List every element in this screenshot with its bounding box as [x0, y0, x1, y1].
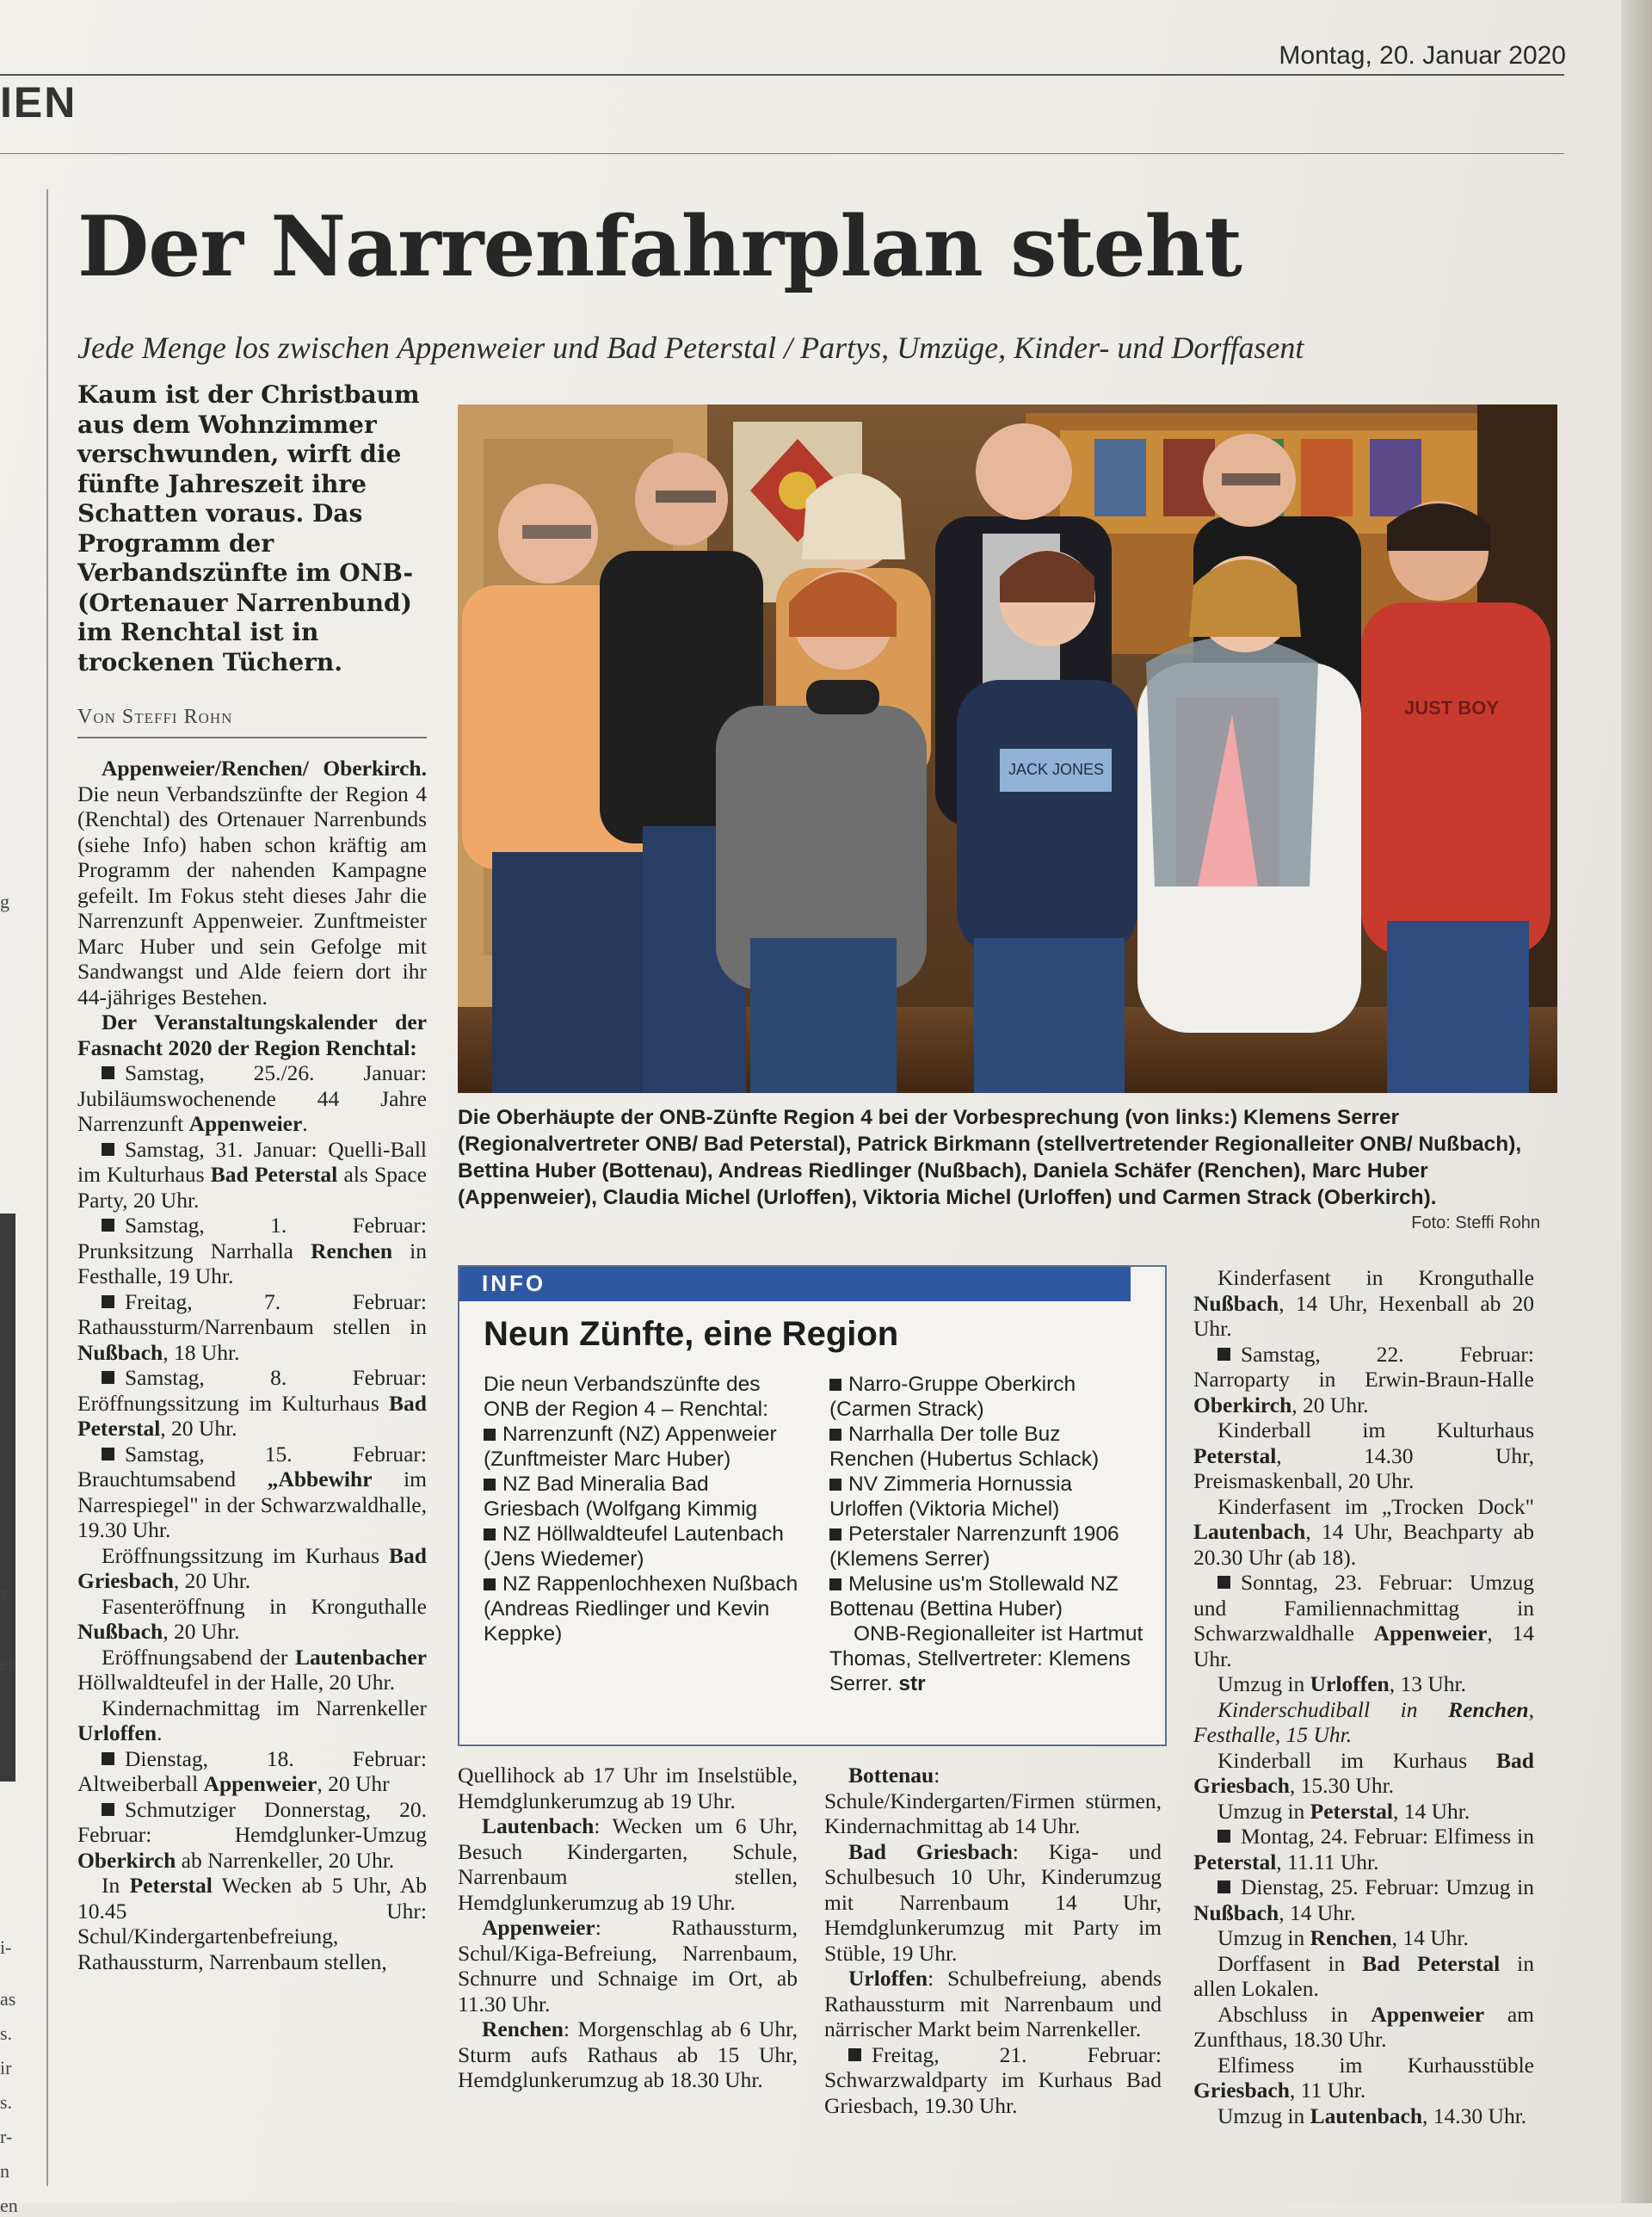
entry-place: Bottenau	[848, 1763, 934, 1788]
entry-text: Umzug in	[1217, 1925, 1310, 1950]
entry-place: Appenweier	[482, 1915, 595, 1940]
info-item-text: NZ Höllwaldteufel Lautenbach (Jens Wiedemer)	[484, 1522, 784, 1571]
calendar-heading-text: Der Veranstaltungskalender der Fasnacht 2020 der Region Renchtal:	[77, 1010, 427, 1060]
info-item-text: Narro-Gruppe Oberkirch (Carmen Strack)	[829, 1373, 1076, 1421]
bullet-square	[102, 1066, 114, 1079]
entry-text: Schmutziger Donnerstag, 20. Februar: Hemdglunker-Umzug	[77, 1796, 427, 1847]
info-title: Neun Zünfte, eine Region	[484, 1315, 899, 1353]
article-column-4	[1193, 1265, 1534, 2128]
info-item-text: Narrenzunft (NZ) Appenweier (Zunftmeister Marc Huber)	[484, 1423, 777, 1471]
article-column-3	[824, 1763, 1162, 2118]
entry-text-after: .	[302, 1111, 308, 1136]
info-item	[484, 1572, 811, 1646]
entry-text: Freitag, 7. Februar: Rathaussturm/Narrenbaum stellen in	[77, 1288, 427, 1339]
entry-place: Oberkirch	[77, 1847, 176, 1873]
entry-text: : Morgenschlag ab 6 Uhr, Sturm aufs Rathaus ab 15 Uhr, Hemdglunkerumzug ab 18.30 Uhr.	[458, 2016, 798, 2092]
info-item	[829, 1522, 1148, 1572]
entry-text-after: Höllwaldteufel in der Halle, 20 Uhr.	[77, 1670, 395, 1695]
bullet-square	[484, 1429, 496, 1441]
group-photo-illustration	[458, 404, 1557, 1093]
calendar-heading	[77, 1010, 427, 1060]
entry-text-after: , 20 Uhr.	[173, 1568, 251, 1593]
calendar-entry	[1193, 1951, 1534, 2002]
fragment: en	[0, 2195, 18, 2216]
entry-text-after: , 14.30 Uhr.	[1422, 2103, 1527, 2128]
entry-text: Samstag, 15. Februar: Brauchtumsabend	[77, 1441, 427, 1491]
calendar-entry	[1193, 2002, 1534, 2053]
calendar-entry	[77, 1289, 427, 1366]
calendar-entry	[1193, 1799, 1534, 1825]
calendar-entry	[824, 2042, 1162, 2119]
entry-place: Nußbach	[1193, 1899, 1279, 1925]
subheadline: Jede Menge los zwischen Appenweier und Bad Peterstal / Partys, Umzüge, Kinder- und Dorffasent	[77, 330, 1304, 365]
entry-place: Peterstal	[129, 1873, 213, 1898]
entry-text-after: , 11 Uhr.	[1289, 2078, 1366, 2103]
calendar-entry	[77, 1365, 427, 1442]
entry-text: Umzug in	[1217, 1798, 1310, 1824]
fragment: z	[0, 1582, 9, 1603]
bullet-square	[829, 1379, 841, 1391]
bullet-square	[848, 2048, 861, 2061]
bullet-square	[829, 1578, 841, 1590]
calendar-entry	[1193, 1570, 1534, 1671]
calendar-entry	[1193, 1671, 1534, 1697]
bullet-square	[829, 1429, 841, 1441]
info-item	[829, 1372, 1148, 1422]
header-rule	[0, 74, 1564, 76]
entry-place: Peterstal	[1193, 1442, 1277, 1468]
entry-place: Bad Griesbach	[848, 1838, 1013, 1864]
bullet-square	[1217, 1880, 1230, 1893]
entry-text-after: , 20 Uhr	[317, 1771, 390, 1796]
calendar-entry	[77, 1594, 427, 1645]
info-box	[458, 1265, 1167, 1746]
info-item-text: Peterstaler Narrenzunft 1906 (Klemens Serrer)	[829, 1522, 1119, 1571]
calendar-entry	[1193, 2103, 1534, 2129]
bullet-square	[102, 1752, 114, 1765]
entry-text: Kindernachmittag im Narrenkeller	[102, 1695, 427, 1720]
entry-text: Samstag, 1. Februar: Prunksitzung Narrhalla	[77, 1213, 427, 1263]
calendar-entry	[77, 1060, 427, 1137]
entry-text: Montag, 24. Februar: Elfimess in	[1241, 1824, 1534, 1849]
photo-credit: Foto: Steffi Rohn	[1411, 1213, 1540, 1232]
entry-text-after: Wecken ab 5 Uhr, Ab 10.45 Uhr: Schul/Kindergartenbefreiung, Rathaussturm, Narrenbaum stellen,	[77, 1873, 428, 1974]
entry-text: Kinderball im Kulturhaus	[1217, 1417, 1534, 1442]
entry-text: Dienstag, 25. Februar: Umzug in	[1241, 1874, 1534, 1899]
calendar-entry	[1193, 1417, 1534, 1494]
entry-place: Urloffen	[848, 1966, 928, 1991]
bullet-square	[829, 1528, 841, 1541]
entry-text: Elfimess im Kurhausstüble	[1217, 2052, 1534, 2078]
fragment: er	[0, 1652, 15, 1674]
entry-place: Peterstal	[1193, 1849, 1277, 1874]
page-edge	[1621, 0, 1652, 2203]
entry-place: Griesbach	[1193, 2078, 1290, 2103]
info-item-text: NV Zimmeria Hornussia Urloffen (Viktoria Michel)	[829, 1473, 1073, 1521]
lead-paragraph: Kaum ist der Christbaum aus dem Wohnzimmer verschwunden, wirft die fünfte Jahreszeit ihre Schatten voraus. Das Programm der Verbandszünfte im ONB-(Ortenauer Narrenbund) im Renchtal ist in trockenen Tüchern.	[77, 380, 420, 676]
calendar-entry	[77, 1213, 427, 1289]
headline: Der Narrenfahrplan steht	[77, 198, 1242, 295]
entry-text: Samstag, 31. Januar: Quelli-Ball im Kulturhaus	[77, 1136, 427, 1187]
fragment: r-	[0, 2126, 13, 2147]
entry-text-after: , 14 Uhr, Hexenball ab 20 Uhr.	[1193, 1290, 1534, 1341]
info-label: INFO	[482, 1270, 546, 1296]
entry-text: Samstag, 25./26. Januar: Jubiläumswochenende 44 Jahre Narrenzunft	[77, 1060, 427, 1136]
entry-text-after: ab Narrenkeller, 20 Uhr.	[176, 1847, 395, 1873]
calendar-entry	[1193, 1494, 1534, 1571]
entry-text-after: , 14 Uhr.	[1391, 1925, 1469, 1950]
entry-text: : Kiga- und Schulbesuch 10 Uhr, Kinderumzug mit Narrenbaum 14 Uhr, Hemdglunkerumzug mit Party im Stüble, 19 Uhr.	[824, 1838, 1162, 1966]
calendar-entry	[824, 1839, 1162, 1967]
entry-text: Dienstag, 18. Februar: Altweiberball	[77, 1745, 427, 1796]
entry-text-after: in Festhalle, 19 Uhr.	[77, 1238, 427, 1288]
entry-text: : Wecken um 6 Uhr, Besuch Kindergarten, Schule, Narrenbaum stellen, Hemdglunkerumzug ab 19 Uhr.	[458, 1813, 798, 1915]
calendar-entry	[824, 1966, 1162, 2042]
calendar-entry	[77, 1797, 427, 1874]
entry-text-after: , Festhalle, 15 Uhr.	[1193, 1696, 1534, 1747]
entry-text: Sonntag, 23. Februar: Umzug und Familiennachmittag in Schwarzwaldhalle	[1193, 1570, 1534, 1646]
entry-place: Lautenbacher	[295, 1644, 427, 1670]
entry-text: Fasenteröffnung in Kronguthalle	[102, 1593, 427, 1619]
dateline: Appenweier/Renchen/ Oberkirch.	[102, 756, 427, 781]
calendar-entry	[1193, 1748, 1534, 1799]
entry-text: Umzug in	[1217, 1671, 1310, 1696]
entry-text: Kinderschudiball in	[1217, 1696, 1449, 1722]
entry-place: Appenweier	[1371, 2001, 1485, 2027]
calendar-entry	[458, 1763, 798, 1813]
calendar-entry	[77, 1873, 427, 1974]
entry-place: Nußbach	[1193, 1290, 1279, 1316]
intro-paragraph	[77, 756, 427, 1010]
entry-text: In	[102, 1873, 130, 1898]
entry-text-after: , 18 Uhr.	[163, 1339, 240, 1365]
section-rule	[0, 153, 1564, 154]
entry-text-after: , 14 Uhr.	[1193, 1621, 1534, 1671]
entry-text-after: , 14 Uhr.	[1392, 1798, 1470, 1824]
entry-text: Kinderball im Kurhaus	[1217, 1747, 1497, 1773]
fragment: ir	[0, 2057, 12, 2078]
bullet-square	[102, 1219, 114, 1232]
info-item	[829, 1422, 1148, 1472]
entry-text-after: , 13 Uhr.	[1389, 1671, 1466, 1696]
shirt-print: JACK JONES	[1008, 761, 1105, 778]
calendar-entry	[458, 2016, 798, 2093]
info-list-left	[484, 1372, 811, 1646]
author-initials: str	[898, 1672, 926, 1695]
entry-place: Bad Peterstal	[1362, 1950, 1501, 1976]
calendar-entry	[77, 1442, 427, 1543]
info-list-right	[829, 1372, 1148, 1696]
section-label: IEN	[0, 78, 77, 127]
calendar-entry	[458, 1813, 798, 1915]
entry-text: Umzug in	[1217, 2103, 1310, 2128]
entry-text-after: , 20 Uhr.	[163, 1619, 240, 1644]
entry-place: Oberkirch	[1193, 1392, 1292, 1417]
byline: Von Steffi Rohn	[77, 706, 233, 728]
info-item	[484, 1422, 811, 1472]
column-separator	[46, 189, 48, 2186]
entry-text-after: , 14.30 Uhr, Preismaskenball, 20 Uhr.	[1193, 1442, 1534, 1493]
entry-place: Bad Peterstal	[77, 1390, 427, 1441]
fragment: as	[0, 1988, 16, 2010]
info-item	[484, 1472, 811, 1522]
article-column-2	[458, 1763, 798, 2093]
photo-caption: Die Oberhäupte der ONB-Zünfte Region 4 bei der Vorbesprechung (von links:) Klemens Serrer (Regionalvertreter ONB/ Bad Peterstal), Patrick Birkmann (stellvertretender Regionalleiter ONB/ Nußbach), Bettina Huber (Bottenau), Andreas Riedlinger (Nußbach), Daniela Schäfer (Renchen), Marc Huber (Appenweier), Claudia Michel (Urloffen), Viktoria Michel (Urloffen) und Carmen Strack (Oberkirch).	[458, 1106, 1522, 1209]
entry-place: Urloffen	[77, 1720, 157, 1745]
entry-text: Kinderfasent im „Trocken Dock"	[1217, 1493, 1534, 1519]
fragment: g	[0, 891, 9, 912]
info-intro: Die neun Verbandszünfte des ONB der Region 4 – Renchtal:	[484, 1373, 768, 1421]
fragment: s.	[0, 2091, 13, 2113]
article-column-1	[77, 756, 427, 1974]
calendar-entry	[1193, 2053, 1534, 2103]
calendar-entry	[77, 1137, 427, 1213]
entry-place: Peterstal	[1310, 1798, 1393, 1824]
entry-text-after: am Zunfthaus, 18.30 Uhr.	[1193, 2001, 1534, 2052]
entry-place: Bad Griesbach	[1193, 1747, 1534, 1798]
calendar-entry	[77, 1645, 427, 1695]
neighbour-photo-fragment	[0, 1213, 15, 1782]
entry-place: Renchen	[1448, 1696, 1529, 1722]
entry-text-after: , 20 Uhr.	[160, 1416, 237, 1441]
calendar-entry	[1193, 1824, 1534, 1874]
entry-text: Samstag, 8. Februar: Eröffnungssitzung im Kulturhaus	[77, 1365, 427, 1416]
calendar-entry	[1193, 1342, 1534, 1418]
shirt-print: JUST BOY	[1404, 697, 1500, 719]
entry-place: Renchen	[482, 2016, 564, 2041]
info-item	[484, 1522, 811, 1572]
calendar-entry	[824, 1763, 1162, 1839]
entry-place: Lautenbach	[1310, 2103, 1423, 2128]
fragment: n	[0, 2160, 9, 2182]
calendar-entry	[77, 1695, 427, 1746]
entry-text: : Schulbefreiung, abends Rathaussturm mit Narrenbaum und närrischer Markt beim Narrenkeller.	[824, 1966, 1162, 2041]
entry-place: Appenweier	[188, 1111, 303, 1136]
intro-text: Die neun Verbandszünfte der Region 4 (Renchtal) des Ortenauer Narrenbunds (siehe Info) haben schon kräftig am Programm der nahenden Kampagne gefeilt. Im Fokus steht dieses Jahr die Narrenzunft Appenweier. Zunftmeister Marc Huber und sein Gefolge mit Sandwangst und Alde feiern dort ihr 44-jähriges Bestehen.	[77, 781, 427, 1010]
entry-text: Quellihock ab 17 Uhr im Inselstüble, Hemdglunkerumzug ab 19 Uhr.	[458, 1763, 798, 1813]
bullet-square	[1217, 1830, 1230, 1843]
entry-place: Bad Griesbach	[77, 1542, 427, 1593]
entry-text: Abschluss in	[1217, 2001, 1372, 2027]
info-item-text: NZ Bad Mineralia Bad Griesbach (Wolfgang Kimmig	[484, 1473, 758, 1521]
neighbour-column-fragments	[0, 224, 40, 2216]
calendar-entry	[77, 1746, 427, 1797]
fragment: s.	[0, 2022, 13, 2044]
calendar-entry	[1193, 1697, 1534, 1748]
entry-text: Dorffasent in	[1217, 1950, 1363, 1976]
info-item	[829, 1572, 1148, 1621]
bullet-square	[102, 1295, 114, 1308]
calendar-entry	[1193, 1265, 1534, 1342]
entry-place: Renchen	[311, 1238, 393, 1263]
calendar-entry	[1193, 1874, 1534, 1925]
info-footer	[829, 1621, 1148, 1696]
entry-text-after: , 15.30 Uhr.	[1289, 1773, 1395, 1798]
entry-text-after: , 20 Uhr.	[1291, 1392, 1369, 1417]
entry-text: : Schule/Kindergarten/Firmen stürmen, Kindernachmittag ab 14 Uhr.	[824, 1763, 1162, 1838]
byline-rule	[77, 737, 427, 738]
bullet-square	[1217, 1348, 1230, 1361]
entry-place: Appenweier	[1373, 1621, 1488, 1646]
entry-text: : Rathaussturm, Schul/Kiga-Befreiung, Narrenbaum, Schnurre und Schnaige im Ort, ab 11.30 Uhr.	[458, 1915, 798, 2016]
calendar-entries-col1	[77, 1060, 427, 1974]
entry-place: Nußbach	[77, 1619, 163, 1644]
fragment: i-	[0, 1936, 12, 1958]
issue-date: Montag, 20. Januar 2020	[1279, 41, 1566, 70]
calendar-entry	[1193, 1925, 1534, 1951]
entry-text-after: im Narrespiegel" in der Schwarzwaldhalle, 19.30 Uhr.	[77, 1467, 427, 1542]
entry-text: Kinderfasent in Kronguthalle	[1217, 1265, 1534, 1290]
bullet-square	[484, 1479, 496, 1491]
calendar-entry	[458, 1915, 798, 2016]
entry-text: Eröffnungsabend der	[102, 1644, 295, 1670]
info-bar	[459, 1267, 1131, 1301]
info-footer-text: ONB-Regionalleiter ist Hartmut Thomas, Stellvertreter: Klemens Serrer.	[829, 1622, 1143, 1695]
entry-place: Bad Peterstal	[210, 1162, 338, 1187]
entry-place: Renchen	[1310, 1925, 1392, 1950]
bullet-square	[484, 1528, 496, 1541]
entry-place: „Abbewihr	[267, 1467, 373, 1491]
entry-text-after: .	[157, 1720, 163, 1745]
entry-text-after: in allen Lokalen.	[1193, 1950, 1534, 2001]
bullet-square	[102, 1803, 114, 1816]
entry-place: Appenweier	[203, 1771, 317, 1796]
entry-text: Eröffnungssitzung im Kurhaus	[102, 1542, 390, 1568]
entry-place: Lautenbach	[1193, 1519, 1306, 1544]
entry-place: Nußbach	[77, 1339, 163, 1365]
entry-place: Urloffen	[1310, 1671, 1390, 1696]
entry-place: Lautenbach	[482, 1813, 595, 1838]
info-item-text: Melusine us'm Stollewald NZ Bottenau (Bettina Huber)	[829, 1572, 1119, 1621]
info-item-text: NZ Rappenlochhexen Nußbach (Andreas Riedlinger und Kevin Keppke)	[484, 1572, 798, 1646]
bullet-square	[829, 1479, 841, 1491]
bullet-square	[102, 1448, 114, 1461]
bullet-square	[1217, 1576, 1230, 1589]
entry-text-after: , 14 Uhr, Beachparty ab 20.30 Uhr (ab 18).	[1193, 1519, 1534, 1570]
info-item	[829, 1472, 1148, 1522]
entry-text-after: , 11.11 Uhr.	[1276, 1849, 1379, 1874]
entry-text-after: , 14 Uhr.	[1279, 1899, 1356, 1925]
group-photo	[458, 404, 1557, 1093]
info-item-text: Narrhalla Der tolle Buz Renchen (Hubertus Schlack)	[829, 1423, 1100, 1471]
bullet-square	[484, 1578, 496, 1590]
entry-text: Samstag, 22. Februar: Narroparty in Erwin-Braun-Halle	[1193, 1341, 1534, 1392]
entry-text: Freitag, 21. Februar: Schwarzwaldparty im Kurhaus Bad Griesbach, 19.30 Uhr.	[824, 2041, 1162, 2118]
bullet-square	[102, 1143, 114, 1156]
bullet-square	[102, 1371, 114, 1384]
calendar-entry	[77, 1543, 427, 1594]
entry-text-after: als Space Party, 20 Uhr.	[77, 1162, 427, 1213]
